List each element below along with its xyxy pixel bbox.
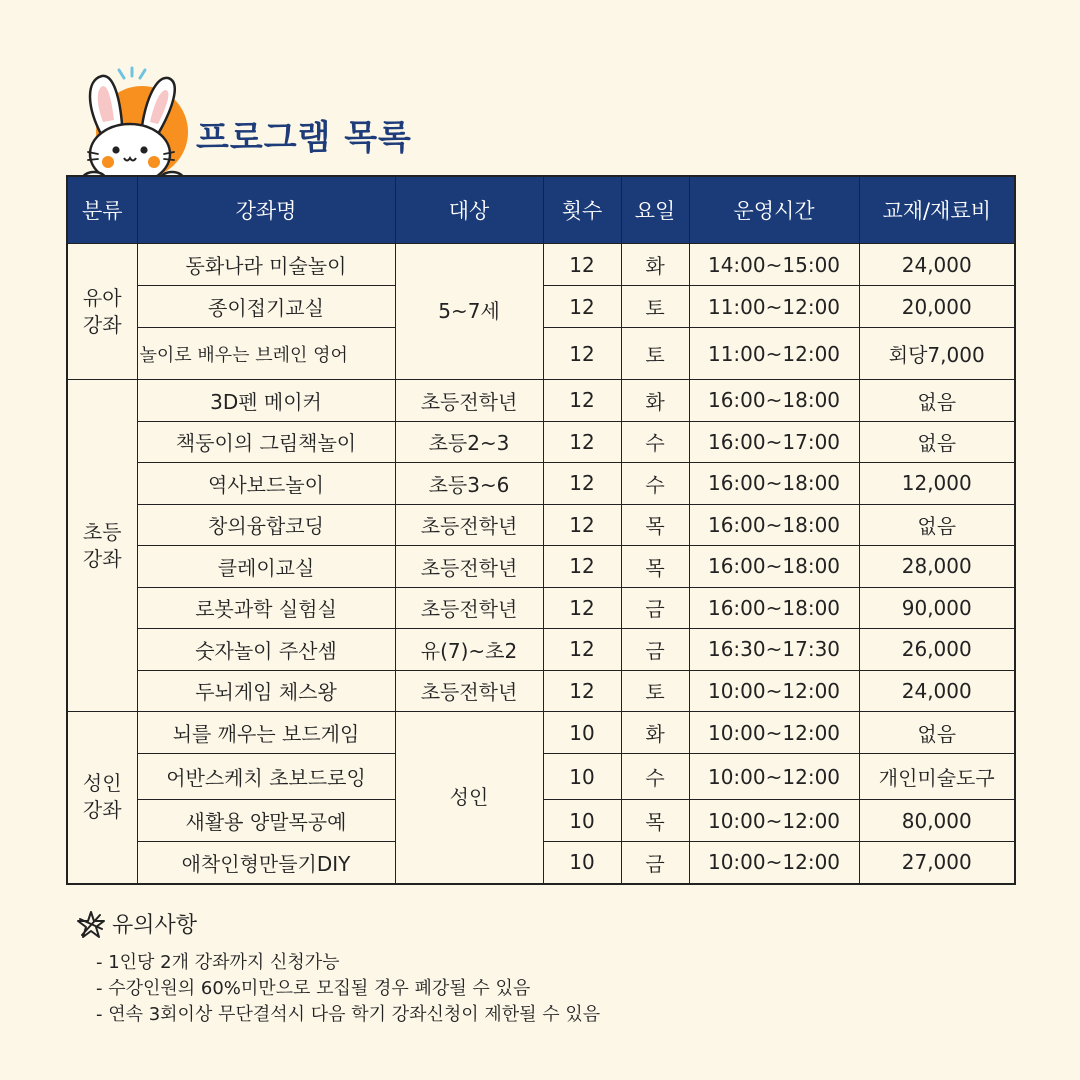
count-cell: 10 [543,842,621,884]
course-name: 동화나라 미술놀이 [137,244,395,286]
count-cell: 12 [543,629,621,671]
time-cell: 16:30~17:30 [689,629,859,671]
table-header-row [67,176,1015,244]
count-cell: 12 [543,670,621,712]
header-count: 횟수 [543,176,621,244]
fee-cell: 90,000 [859,587,1015,629]
time-cell: 10:00~12:00 [689,842,859,884]
time-cell: 16:00~18:00 [689,587,859,629]
time-cell: 10:00~12:00 [689,800,859,842]
time-cell: 16:00~18:00 [689,380,859,422]
target-cell: 초등전학년 [395,504,543,546]
fee-cell: 26,000 [859,629,1015,671]
time-cell: 16:00~18:00 [689,504,859,546]
time-cell: 11:00~12:00 [689,328,859,380]
header-fee: 교재/재료비 [859,176,1015,244]
count-cell: 10 [543,754,621,800]
target-cell: 유(7)~초2 [395,629,543,671]
notice-heading [76,908,197,939]
header-time: 운영시간 [689,176,859,244]
day-cell: 목 [621,546,689,588]
category-cell: 초등 강좌 [67,380,137,712]
notice-item: - 수강인원의 60%미만으로 모집될 경우 폐강될 수 있음 [96,978,531,999]
notice-item: - 1인당 2개 강좌까지 신청가능 [96,952,340,973]
count-cell: 12 [543,587,621,629]
time-cell: 14:00~15:00 [689,244,859,286]
target-cell: 초등전학년 [395,380,543,422]
time-cell: 10:00~12:00 [689,754,859,800]
count-cell: 12 [543,504,621,546]
course-name: 종이접기교실 [137,286,395,328]
notice-title: 유의사항 [112,913,198,938]
fee-cell: 없음 [859,380,1015,422]
rabbit-mascot [72,66,202,192]
fee-cell: 없음 [859,504,1015,546]
course-name: 책둥이의 그림책놀이 [137,421,395,463]
day-cell: 화 [621,244,689,286]
target-cell: 성인 [395,712,543,884]
fee-cell: 회당7,000 [859,328,1015,380]
count-cell: 12 [543,286,621,328]
course-name: 로봇과학 실험실 [137,587,395,629]
count-cell: 12 [543,546,621,588]
category-cell: 유아 강좌 [67,244,137,380]
day-cell: 목 [621,800,689,842]
course-name: 놀이로 배우는 브레인 영어 [137,328,395,380]
fee-cell: 28,000 [859,546,1015,588]
table-row [67,670,1015,712]
course-name: 창의융합코딩 [137,504,395,546]
course-name: 두뇌게임 체스왕 [137,670,395,712]
table-row [67,504,1015,546]
target-cell: 5~7세 [395,244,543,380]
notice-list [96,950,600,1028]
course-name: 클레이교실 [137,546,395,588]
fee-cell: 20,000 [859,286,1015,328]
day-cell: 금 [621,587,689,629]
table-row [67,587,1015,629]
table-row [67,629,1015,671]
course-name: 역사보드놀이 [137,463,395,505]
day-cell: 토 [621,286,689,328]
time-cell: 16:00~17:00 [689,421,859,463]
table-row [67,244,1015,286]
time-cell: 16:00~18:00 [689,546,859,588]
day-cell: 수 [621,463,689,505]
day-cell: 화 [621,380,689,422]
count-cell: 12 [543,328,621,380]
header-day: 요일 [621,176,689,244]
day-cell: 토 [621,328,689,380]
day-cell: 수 [621,754,689,800]
target-cell: 초등전학년 [395,670,543,712]
table-row [67,421,1015,463]
count-cell: 12 [543,463,621,505]
table-row [67,712,1015,754]
course-name: 숫자놀이 주산셈 [137,629,395,671]
time-cell: 10:00~12:00 [689,670,859,712]
fee-cell: 없음 [859,712,1015,754]
course-name: 3D펜 메이커 [137,380,395,422]
header-course-name: 강좌명 [137,176,395,244]
time-cell: 16:00~18:00 [689,463,859,505]
day-cell: 목 [621,504,689,546]
fee-cell: 개인미술도구 [859,754,1015,800]
course-name: 뇌를 깨우는 보드게임 [137,712,395,754]
count-cell: 12 [543,244,621,286]
program-table [66,175,1016,885]
fee-cell: 80,000 [859,800,1015,842]
table-row [67,380,1015,422]
fee-cell: 24,000 [859,244,1015,286]
table-row [67,463,1015,505]
count-cell: 12 [543,380,621,422]
target-cell: 초등전학년 [395,546,543,588]
course-name: 애착인형만들기DIY [137,842,395,884]
count-cell: 12 [543,421,621,463]
fee-cell: 27,000 [859,842,1015,884]
count-cell: 10 [543,712,621,754]
table-row [67,546,1015,588]
time-cell: 10:00~12:00 [689,712,859,754]
fee-cell: 24,000 [859,670,1015,712]
header-target: 대상 [395,176,543,244]
target-cell: 초등3~6 [395,463,543,505]
day-cell: 금 [621,842,689,884]
count-cell: 10 [543,800,621,842]
star-doodle-icon [76,909,106,939]
day-cell: 수 [621,421,689,463]
category-cell: 성인 강좌 [67,712,137,884]
day-cell: 토 [621,670,689,712]
course-name: 어반스케치 초보드로잉 [137,754,395,800]
target-cell: 초등2~3 [395,421,543,463]
time-cell: 11:00~12:00 [689,286,859,328]
day-cell: 화 [621,712,689,754]
fee-cell: 없음 [859,421,1015,463]
header-category: 분류 [67,176,137,244]
target-cell: 초등전학년 [395,587,543,629]
page-title: 프로그램 목록 [196,118,412,158]
day-cell: 금 [621,629,689,671]
notice-item: - 연속 3회이상 무단결석시 다음 학기 강좌신청이 제한될 수 있음 [96,1004,601,1025]
course-name: 새활용 양말목공예 [137,800,395,842]
fee-cell: 12,000 [859,463,1015,505]
